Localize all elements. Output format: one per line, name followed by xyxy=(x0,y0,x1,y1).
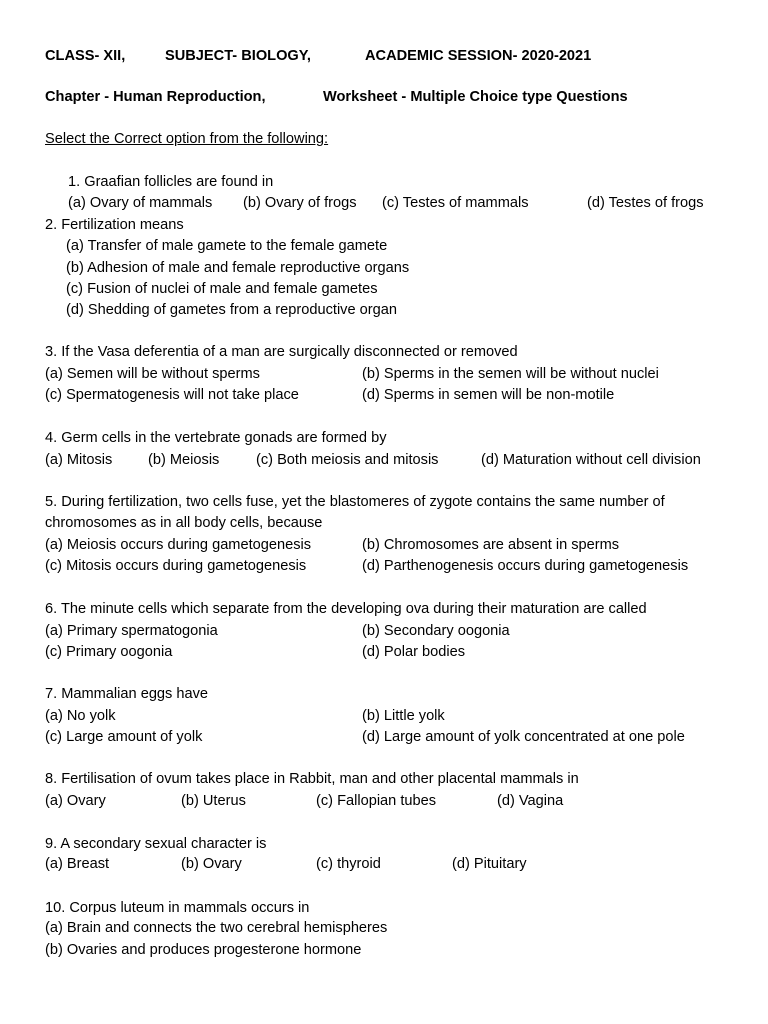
option: (d) Sperms in semen will be non-motile xyxy=(362,387,615,403)
question-7: 7. Mammalian eggs have xyxy=(45,686,209,702)
option: (d) Testes of frogs xyxy=(587,195,704,211)
subject-label: SUBJECT- BIOLOGY, xyxy=(165,48,311,64)
option: (b) Uterus xyxy=(181,793,246,809)
class-label: CLASS- XII, xyxy=(45,48,126,64)
option: (b) Ovaries and produces progesterone hormone xyxy=(45,942,362,958)
option: (a) Meiosis occurs during gametogenesis xyxy=(45,537,312,553)
option: (a) Ovary xyxy=(45,793,106,809)
question-8: 8. Fertilisation of ovum takes place in Rabbit, man and other placental mammals in xyxy=(45,771,579,787)
option: (a) Transfer of male gamete to the female gamete xyxy=(66,238,388,254)
option: (c) Primary oogonia xyxy=(45,644,173,660)
option: (a) Ovary of mammals xyxy=(68,195,213,211)
option: (b) Chromosomes are absent in sperms xyxy=(362,537,620,553)
option: (d) Pituitary xyxy=(452,856,527,872)
option: (c) Both meiosis and mitosis xyxy=(256,452,439,468)
option: (c) Mitosis occurs during gametogenesis xyxy=(45,558,307,574)
question-3: 3. If the Vasa deferentia of a man are surgically disconnected or removed xyxy=(45,344,518,360)
option: (d) Parthenogenesis occurs during gametogenesis xyxy=(362,558,689,574)
option: (d) Large amount of yolk concentrated at one pole xyxy=(362,729,685,745)
option: (c) Spermatogenesis will not take place xyxy=(45,387,299,403)
option: (b) Ovary of frogs xyxy=(243,195,357,211)
option: (c) thyroid xyxy=(316,856,381,872)
option: (c) Testes of mammals xyxy=(382,195,529,211)
question-9: 9. A secondary sexual character is xyxy=(45,836,267,852)
session-label: ACADEMIC SESSION- 2020-2021 xyxy=(365,48,592,64)
option: (b) Sperms in the semen will be without nuclei xyxy=(362,366,659,382)
option: (b) Secondary oogonia xyxy=(362,623,510,639)
option: (c) Fallopian tubes xyxy=(316,793,437,809)
question-4: 4. Germ cells in the vertebrate gonads are formed by xyxy=(45,430,387,446)
option: (b) Meiosis xyxy=(148,452,220,468)
option: (a) Mitosis xyxy=(45,452,113,468)
question-10: 10. Corpus luteum in mammals occurs in xyxy=(45,900,310,916)
option: (a) Semen will be without sperms xyxy=(45,366,260,382)
option: (d) Polar bodies xyxy=(362,644,466,660)
option: (d) Maturation without cell division xyxy=(481,452,701,468)
worksheet-label: Worksheet - Multiple Choice type Questions xyxy=(323,89,628,105)
question-6: 6. The minute cells which separate from the developing ova during their maturation are called xyxy=(45,601,647,617)
option: (c) Large amount of yolk xyxy=(45,729,203,745)
option: (b) Little yolk xyxy=(362,708,445,724)
option: (a) No yolk xyxy=(45,708,116,724)
instruction: Select the Correct option from the following: xyxy=(45,131,329,147)
option: (d) Vagina xyxy=(497,793,564,809)
option: (b) Ovary xyxy=(181,856,242,872)
chapter-label: Chapter - Human Reproduction, xyxy=(45,89,266,105)
question-5: 5. During fertilization, two cells fuse, yet the blastomeres of zygote contains the same number of xyxy=(45,494,665,510)
question-1: 1. Graafian follicles are found in xyxy=(68,174,274,190)
option: (a) Breast xyxy=(45,856,110,872)
option: (a) Brain and connects the two cerebral hemispheres xyxy=(45,920,388,936)
option: (a) Primary spermatogonia xyxy=(45,623,218,639)
option: (b) Adhesion of male and female reproductive organs xyxy=(66,260,410,276)
question-5-cont: chromosomes as in all body cells, because xyxy=(45,515,323,531)
option: (d) Shedding of gametes from a reproductive organ xyxy=(66,302,397,318)
option: (c) Fusion of nuclei of male and female gametes xyxy=(66,281,378,297)
question-2: 2. Fertilization means xyxy=(45,217,184,233)
